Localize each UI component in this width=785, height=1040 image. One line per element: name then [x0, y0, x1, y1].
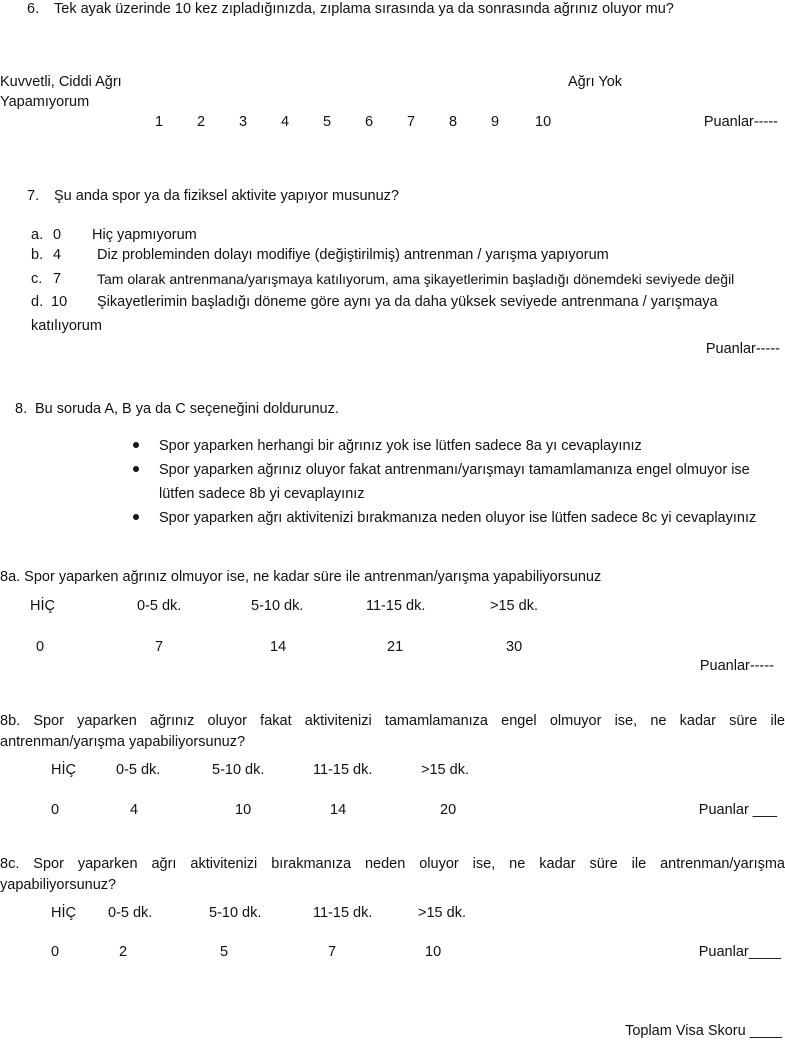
- q7-question: Şu anda spor ya da fiziksel aktivite yapıyor musunuz?: [54, 188, 399, 204]
- q8b-duration-none: HİÇ: [51, 762, 76, 778]
- q8b-duration-0-5: 0-5 dk.: [116, 762, 161, 778]
- q8a-point-1[interactable]: 7: [155, 639, 164, 655]
- q8c-question-line-2: yapabiliyorsunuz?: [0, 877, 117, 893]
- q6-scale-7[interactable]: 7: [407, 114, 416, 130]
- q8c-duration-none: HİÇ: [51, 905, 76, 921]
- q7-option-b-value[interactable]: 4: [53, 247, 62, 263]
- q8-question: Bu soruda A, B ya da C seçeneğini doldurunuz.: [35, 401, 339, 417]
- q8a-point-4[interactable]: 30: [506, 639, 523, 655]
- q6-question: Tek ayak üzerinde 10 kez zıpladığınızda, zıplama sırasında ya da sonrasında ağrınız oluyor mu?: [54, 1, 674, 17]
- q8b-duration-over-15: >15 dk.: [421, 762, 469, 778]
- q8c-duration-0-5: 0-5 dk.: [108, 905, 153, 921]
- q8c-duration-over-15: >15 dk.: [418, 905, 466, 921]
- q6-scale-6[interactable]: 6: [365, 114, 374, 130]
- q8a-point-3[interactable]: 21: [387, 639, 404, 655]
- bullet-dot: [133, 442, 139, 448]
- q7-option-d-text[interactable]: Şikayetlerimin başladığı döneme göre aynı ya da daha yüksek seviyede antrenmana / yarışmaya: [97, 294, 718, 310]
- q8b-point-1[interactable]: 4: [130, 802, 139, 818]
- q8a-point-0[interactable]: 0: [36, 639, 45, 655]
- q7-option-d-value[interactable]: 10: [51, 294, 68, 310]
- bullet-dot: [133, 514, 139, 520]
- q6-scale-2[interactable]: 2: [197, 114, 206, 130]
- q8a-duration-5-10: 5-10 dk.: [251, 598, 304, 614]
- q7-score-label: Puanlar-----: [705, 341, 780, 357]
- q8b-point-2[interactable]: 10: [235, 802, 252, 818]
- q7-option-c-text[interactable]: Tam olarak antrenmana/yarışmaya katılıyorum, ama şikayetlerimin başladığı dönemdeki seviyede değil: [97, 271, 735, 287]
- q6-scale-9[interactable]: 9: [491, 114, 500, 130]
- q6-scale-3[interactable]: 3: [239, 114, 248, 130]
- q6-left-label-2: Yapamıyorum: [0, 94, 90, 110]
- q6-left-label-1: Kuvvetli, Ciddi Ağrı: [0, 74, 122, 90]
- q8b-point-0[interactable]: 0: [51, 802, 60, 818]
- q8-number: 8.: [15, 401, 28, 417]
- q8a-duration-11-15: 11-15 dk.: [366, 598, 426, 614]
- q8a-point-2[interactable]: 14: [270, 639, 287, 655]
- q7-option-a-value[interactable]: 0: [53, 227, 62, 243]
- total-visa-score[interactable]: Toplam Visa Skoru ____: [625, 1023, 782, 1039]
- q8c-question-line-1: 8c. Spor yaparken ağrı aktivitenizi bırakmanıza neden oluyor ise, ne kadar süre ile antrenman/yarışma: [0, 856, 785, 872]
- q6-scale-10[interactable]: 10: [535, 114, 552, 130]
- q8b-duration-5-10: 5-10 dk.: [212, 762, 265, 778]
- q8c-point-1[interactable]: 2: [119, 944, 128, 960]
- q8a-question: 8a. Spor yaparken ağrınız olmuyor ise, ne kadar süre ile antrenman/yarışma yapabiliyorsunuz: [0, 569, 602, 585]
- q8-bullet-3: Spor yaparken ağrı aktivitenizi bırakmanıza neden oluyor ise lütfen sadece 8c yi cevaplayınız: [159, 510, 757, 526]
- q7-option-b-text[interactable]: Diz probleminden dolayı modifiye (değiştirilmiş) antrenman / yarışma yapıyorum: [97, 247, 609, 263]
- q7-number: 7.: [27, 188, 40, 204]
- q8b-score-label[interactable]: Puanlar ___: [698, 802, 777, 818]
- q7-option-a-letter[interactable]: a.: [31, 227, 44, 243]
- q6-scale-5[interactable]: 5: [323, 114, 332, 130]
- q8b-duration-11-15: 11-15 dk.: [313, 762, 373, 778]
- q7-option-b-letter[interactable]: b.: [31, 247, 44, 263]
- q7-option-c-letter[interactable]: c.: [31, 271, 43, 287]
- q8b-point-3[interactable]: 14: [330, 802, 347, 818]
- q8c-point-0[interactable]: 0: [51, 944, 60, 960]
- q8c-duration-5-10: 5-10 dk.: [209, 905, 262, 921]
- q8b-point-4[interactable]: 20: [440, 802, 457, 818]
- bullet-dot: [133, 466, 139, 472]
- q8a-score-label: Puanlar-----: [699, 658, 774, 674]
- q6-scale-1[interactable]: 1: [155, 114, 164, 130]
- q8-bullet-2-line-2: lütfen sadece 8b yi cevaplayınız: [159, 486, 365, 502]
- q8c-point-3[interactable]: 7: [328, 944, 337, 960]
- q7-option-d-text-cont[interactable]: katılıyorum: [31, 318, 102, 334]
- q6-right-label: Ağrı Yok: [568, 74, 623, 90]
- q8b-question-line-1: 8b. Spor yaparken ağrınız oluyor fakat aktivitenizi tamamlamanıza engel olmuyor ise, ne kadar süre ile: [0, 713, 785, 729]
- q8a-duration-none: HİÇ: [30, 598, 55, 614]
- q8a-duration-over-15: >15 dk.: [490, 598, 538, 614]
- q8-bullet-1: Spor yaparken herhangi bir ağrınız yok ise lütfen sadece 8a yı cevaplayınız: [159, 438, 642, 454]
- q8c-score-label[interactable]: Puanlar____: [698, 944, 781, 960]
- q6-scale-4[interactable]: 4: [281, 114, 290, 130]
- q8b-question-line-2: antrenman/yarışma yapabiliyorsunuz?: [0, 734, 246, 750]
- q7-option-a-text[interactable]: Hiç yapmıyorum: [92, 227, 197, 243]
- q6-score-label: Puanlar-----: [703, 114, 778, 130]
- q7-option-d-letter[interactable]: d.: [31, 294, 44, 310]
- q7-option-c-value[interactable]: 7: [53, 271, 62, 287]
- q8c-point-4[interactable]: 10: [425, 944, 442, 960]
- q8a-duration-0-5: 0-5 dk.: [137, 598, 182, 614]
- q6-scale-8[interactable]: 8: [449, 114, 458, 130]
- q6-number: 6.: [27, 1, 40, 17]
- q8c-point-2[interactable]: 5: [220, 944, 229, 960]
- q8c-duration-11-15: 11-15 dk.: [313, 905, 373, 921]
- q8-bullet-2-line-1: Spor yaparken ağrınız oluyor fakat antrenmanı/yarışmayı tamamlamanıza engel olmuyor ise: [159, 462, 750, 478]
